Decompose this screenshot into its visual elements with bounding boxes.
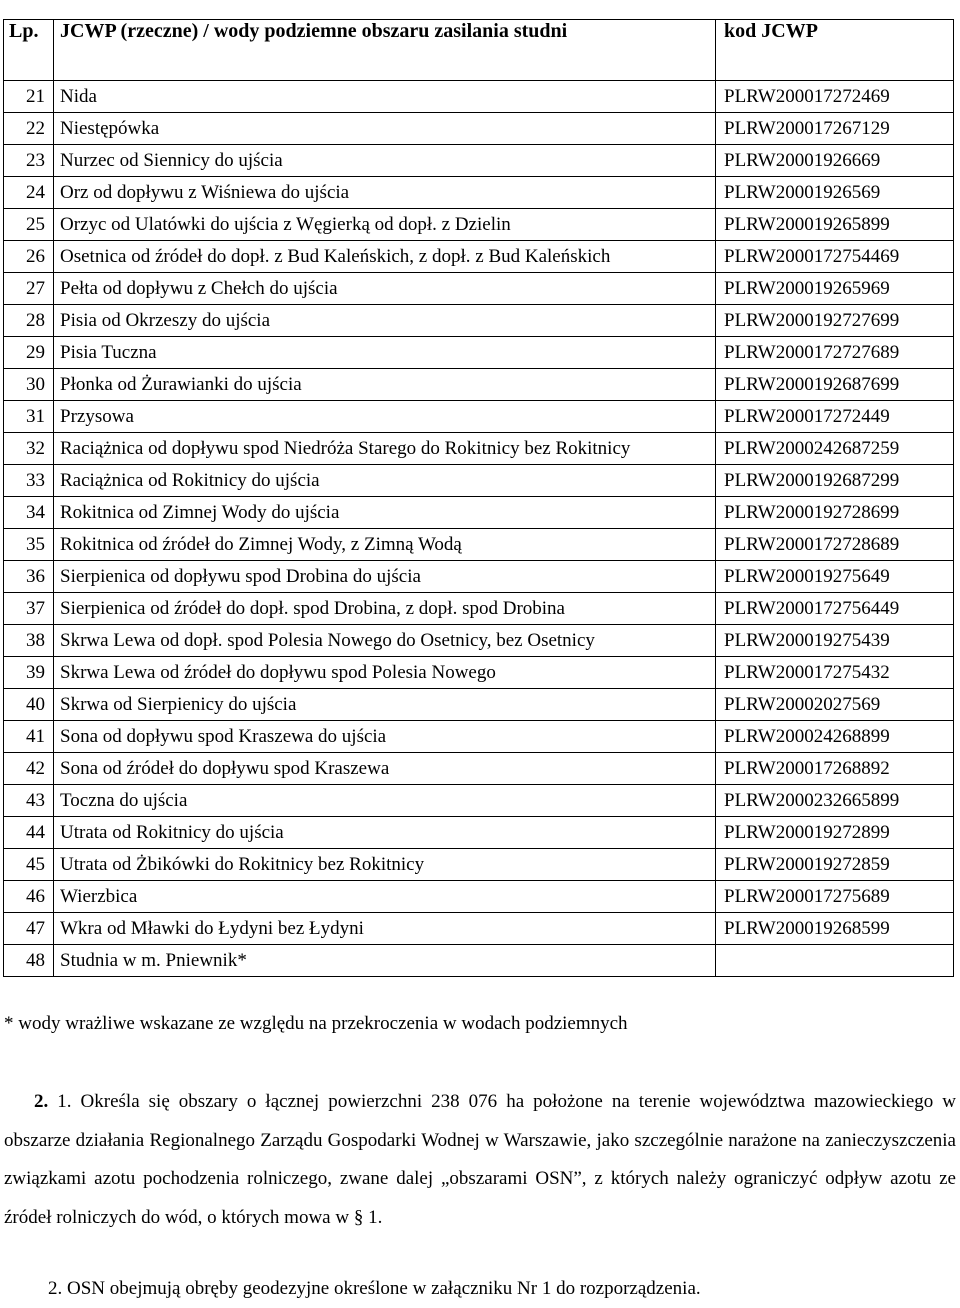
footnote: * wody wrażliwe wskazane ze względu na przekroczenia w wodach podziemnych [4, 1013, 628, 1034]
cell-code: PLRW200019272859 [716, 849, 954, 881]
cell-lp: 24 [4, 177, 54, 209]
paragraph-1-text: 1. Określa się obszary o łącznej powierzchni 238 076 ha położone na terenie województwa mazowieckiego w obszarze działania Regionalnego Zarządu Gospodarki Wodnej w Warszawie, jako szczególnie narażone na zanieczyszczenia związkami azotu pochodzenia rolniczego, zwane dalej „obszarami OSN”, z których należy ograniczyć odpływ azotu ze źródeł rolniczych do wód, o których mowa w § 1. [4, 1091, 957, 1228]
table-row [4, 401, 954, 433]
table-row [4, 465, 954, 497]
cell-name: Raciążnica od dopływu spod Niedróża Starego do Rokitnicy bez Rokitnicy [54, 433, 716, 465]
table-row [4, 913, 954, 945]
cell-name: Rokitnica od źródeł do Zimnej Wody, z Zimną Wodą [54, 529, 716, 561]
section-paragraph-2: 2. OSN obejmują obręby geodezyjne określone w załączniku Nr 1 do rozporządzenia. [48, 1278, 701, 1299]
cell-lp: 39 [4, 657, 54, 689]
jcwp-table [3, 19, 954, 977]
cell-lp: 31 [4, 401, 54, 433]
header-lp: Lp. [4, 20, 54, 81]
cell-code: PLRW2000192728699 [716, 497, 954, 529]
cell-lp: 38 [4, 625, 54, 657]
cell-code: PLRW200017275432 [716, 657, 954, 689]
cell-lp: 22 [4, 113, 54, 145]
cell-code: PLRW20001926669 [716, 145, 954, 177]
cell-code: PLRW200024268899 [716, 721, 954, 753]
table-row [4, 753, 954, 785]
cell-lp: 26 [4, 241, 54, 273]
cell-code: PLRW200019265899 [716, 209, 954, 241]
cell-code: PLRW200019268599 [716, 913, 954, 945]
cell-code: PLRW2000172728689 [716, 529, 954, 561]
cell-name: Orzyc od Ulatówki do ujścia z Węgierką od dopł. z Dzielin [54, 209, 716, 241]
cell-code: PLRW200019272899 [716, 817, 954, 849]
table-row [4, 177, 954, 209]
cell-lp: 44 [4, 817, 54, 849]
cell-name: Sierpienica od źródeł do dopł. spod Drobina, z dopł. spod Drobina [54, 593, 716, 625]
cell-code: PLRW200019275439 [716, 625, 954, 657]
cell-code: PLRW2000242687259 [716, 433, 954, 465]
cell-name: Pisia Tuczna [54, 337, 716, 369]
section-paragraph-1 [4, 1083, 956, 1237]
table-row [4, 209, 954, 241]
cell-lp: 30 [4, 369, 54, 401]
cell-lp: 23 [4, 145, 54, 177]
table-row [4, 593, 954, 625]
table-row [4, 433, 954, 465]
cell-name: Nurzec od Siennicy do ujścia [54, 145, 716, 177]
cell-lp: 41 [4, 721, 54, 753]
cell-lp: 34 [4, 497, 54, 529]
cell-code: PLRW2000172756449 [716, 593, 954, 625]
cell-code: PLRW2000192687699 [716, 369, 954, 401]
cell-code: PLRW2000172754469 [716, 241, 954, 273]
cell-code [716, 945, 954, 977]
table-row [4, 81, 954, 113]
cell-name: Studnia w m. Pniewnik* [54, 945, 716, 977]
cell-code: PLRW200019275649 [716, 561, 954, 593]
cell-code: PLRW200017268892 [716, 753, 954, 785]
cell-lp: 48 [4, 945, 54, 977]
cell-name: Toczna do ujścia [54, 785, 716, 817]
cell-name: Skrwa Lewa od źródeł do dopływu spod Polesia Nowego [54, 657, 716, 689]
cell-lp: 40 [4, 689, 54, 721]
table-row [4, 561, 954, 593]
cell-lp: 29 [4, 337, 54, 369]
cell-code: PLRW20002027569 [716, 689, 954, 721]
cell-code: PLRW2000172727689 [716, 337, 954, 369]
cell-lp: 43 [4, 785, 54, 817]
table-body [4, 81, 954, 977]
cell-name: Nida [54, 81, 716, 113]
cell-code: PLRW200017272469 [716, 81, 954, 113]
cell-name: Orz od dopływu z Wiśniewa do ujścia [54, 177, 716, 209]
cell-lp: 37 [4, 593, 54, 625]
header-name: JCWP (rzeczne) / wody podziemne obszaru zasilania studni [54, 20, 716, 81]
cell-name: Sona od dopływu spod Kraszewa do ujścia [54, 721, 716, 753]
table-row [4, 721, 954, 753]
cell-name: Płonka od Żurawianki do ujścia [54, 369, 716, 401]
cell-name: Skrwa od Sierpienicy do ujścia [54, 689, 716, 721]
cell-name: Wkra od Mławki do Łydyni bez Łydyni [54, 913, 716, 945]
table-row [4, 337, 954, 369]
cell-lp: 42 [4, 753, 54, 785]
table-row [4, 305, 954, 337]
cell-name: Wierzbica [54, 881, 716, 913]
table-row [4, 113, 954, 145]
cell-lp: 27 [4, 273, 54, 305]
section-number: 2. [34, 1091, 49, 1112]
cell-name: Przysowa [54, 401, 716, 433]
cell-name: Pisia od Okrzeszy do ujścia [54, 305, 716, 337]
cell-lp: 28 [4, 305, 54, 337]
table-row [4, 497, 954, 529]
cell-name: Rokitnica od Zimnej Wody do ujścia [54, 497, 716, 529]
cell-name: Raciążnica od Rokitnicy do ujścia [54, 465, 716, 497]
cell-code: PLRW20001926569 [716, 177, 954, 209]
cell-lp: 21 [4, 81, 54, 113]
cell-name: Osetnica od źródeł do dopł. z Bud Kaleńskich, z dopł. z Bud Kaleńskich [54, 241, 716, 273]
cell-lp: 25 [4, 209, 54, 241]
cell-lp: 46 [4, 881, 54, 913]
header-code: kod JCWP [716, 20, 954, 81]
table-row [4, 881, 954, 913]
cell-code: PLRW2000232665899 [716, 785, 954, 817]
table-header-row [4, 20, 954, 81]
table-row [4, 689, 954, 721]
cell-code: PLRW200017272449 [716, 401, 954, 433]
cell-name: Skrwa Lewa od dopł. spod Polesia Nowego do Osetnicy, bez Osetnicy [54, 625, 716, 657]
cell-lp: 33 [4, 465, 54, 497]
cell-code: PLRW2000192727699 [716, 305, 954, 337]
table-row [4, 657, 954, 689]
cell-lp: 32 [4, 433, 54, 465]
table-row [4, 849, 954, 881]
cell-name: Utrata od Rokitnicy do ujścia [54, 817, 716, 849]
table-row [4, 817, 954, 849]
cell-name: Utrata od Żbikówki do Rokitnicy bez Rokitnicy [54, 849, 716, 881]
table-row [4, 273, 954, 305]
cell-code: PLRW200017267129 [716, 113, 954, 145]
cell-name: Sierpienica od dopływu spod Drobina do ujścia [54, 561, 716, 593]
cell-name: Sona od źródeł do dopływu spod Kraszewa [54, 753, 716, 785]
cell-code: PLRW200017275689 [716, 881, 954, 913]
cell-name: Niestępówka [54, 113, 716, 145]
cell-code: PLRW2000192687299 [716, 465, 954, 497]
table-row [4, 785, 954, 817]
table-row [4, 625, 954, 657]
table-row [4, 369, 954, 401]
cell-lp: 47 [4, 913, 54, 945]
cell-name: Pełta od dopływu z Chełch do ujścia [54, 273, 716, 305]
cell-lp: 36 [4, 561, 54, 593]
cell-code: PLRW200019265969 [716, 273, 954, 305]
table-row [4, 241, 954, 273]
table-row [4, 945, 954, 977]
table-row [4, 145, 954, 177]
table-row [4, 529, 954, 561]
cell-lp: 35 [4, 529, 54, 561]
cell-lp: 45 [4, 849, 54, 881]
